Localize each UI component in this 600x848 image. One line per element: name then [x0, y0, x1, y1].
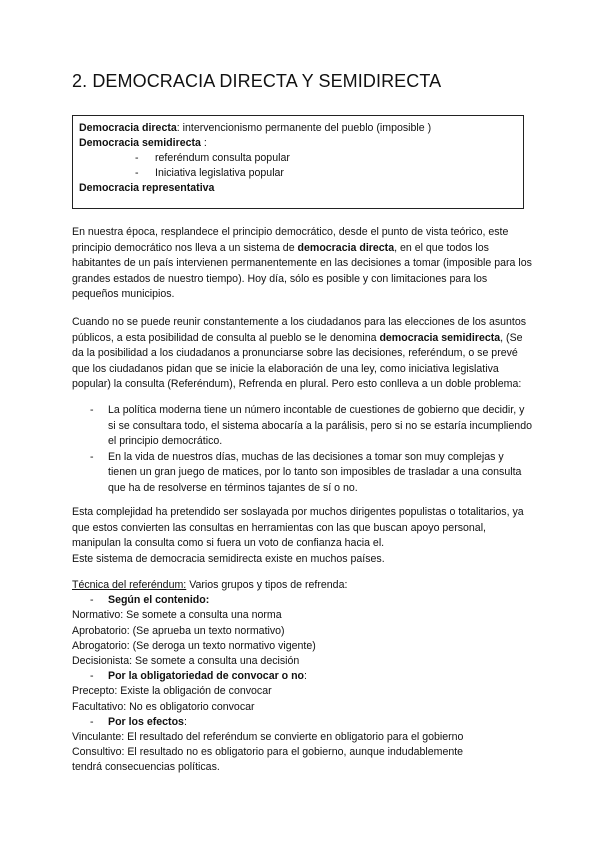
colon: : [304, 670, 307, 683]
dash-bullet: - [90, 715, 94, 728]
group-item: tendrá consecuencias políticas. [72, 761, 220, 774]
summary-box [72, 115, 524, 209]
colon-semidirecta: : [200, 137, 207, 149]
box-line-semidirecta [79, 136, 517, 151]
paragraph-text: Cuando no se puede reunir constantemente a los ciudadanos para las elecciones de los asuntos públicos, a esta posibilidad de consulta al pueblo se le denomina [72, 316, 527, 344]
box-line-directa [79, 121, 517, 136]
box-line-representativa [79, 181, 517, 196]
paragraph-text: , en el que todos los habitantes de un país intervienen permanentemente en las decisiones a tomar (imposible para los grandes estados de nuestro tiempo). Hoy día, sólo es posible y con limitaciones para los pequeños municipios. [72, 241, 532, 301]
paragraph-text: , (Se da la posibilidad a los ciudadanos a pronunciarse sobre las decisiones, referéndum, o se prevé que los ciudadanos pidan que se inicie la elaboración de una ley, como iniciativa legislativa popular) la consulta (Referéndum), Refrenda en plural. Pero esto conlleva a un doble problema: [72, 331, 523, 391]
problem-list [72, 403, 532, 497]
colon: : [183, 715, 187, 728]
list-item-text: La política moderna tiene un número incontable de cuestiones de gobierno que decidir, y si se consultara todo, el sistema abocaría a la parálisis, pero si no se estaría incumpliendo el principio democrático. [108, 404, 532, 448]
dash-bullet: - [135, 167, 139, 179]
dash-bullet: - [135, 152, 139, 164]
subitem-iniciativa: Iniciativa legislativa popular [155, 167, 284, 179]
group-item: Abrogatorio: (Se deroga un texto normativo vigente) [72, 639, 316, 652]
box-subitem [79, 151, 517, 166]
group-item: Consultivo: El resultado no es obligatorio para el gobierno, aunque indudablemente [72, 746, 464, 759]
paragraph-3 [72, 505, 532, 567]
group-item: Aprobatorio: (Se aprueba un texto normativo) [72, 624, 285, 637]
dash-bullet: - [90, 450, 94, 463]
group-item: Decisionista: Se somete a consulta una decisión [72, 655, 300, 668]
tecnica-section [72, 578, 542, 776]
group-heading [72, 593, 542, 608]
group-item: Facultativo: No es obligatorio convocar [72, 700, 255, 713]
group-heading [72, 715, 542, 730]
term-directa: Democracia directa [79, 122, 177, 134]
dash-bullet: - [90, 594, 94, 607]
paragraph-text: Esta complejidad ha pretendido ser soslayada por muchos dirigentes populistas o totalitarios, ya que estos convierten las consultas en herramientas con las que buscan apoyo personal, manipulan la consulta como si fuera un voto de confianza hacia el. [72, 506, 524, 550]
group-heading-text: Por los efectos [108, 715, 184, 728]
tecnica-intro [72, 578, 542, 593]
paragraph-text: Este sistema de democracia semidirecta existe en muchos países. [72, 552, 385, 565]
list-item [72, 450, 532, 497]
bold-term: democracia semidirecta [379, 331, 501, 344]
group-heading [72, 669, 542, 684]
group-heading-text: Según el contenido: [108, 594, 210, 607]
tecnica-label: Técnica del referéndum: [72, 579, 187, 591]
term-representativa: Democracia representativa [79, 182, 215, 194]
definition-directa: : intervencionismo permanente del pueblo (imposible ) [176, 122, 432, 134]
group-heading-text: Por la obligatoriedad de convocar o no [108, 670, 305, 683]
list-item [72, 403, 532, 450]
bold-term: democracia directa [297, 241, 395, 254]
group-item: Normativo: Se somete a consulta una norma [72, 609, 282, 622]
dash-bullet: - [90, 670, 94, 683]
paragraph-2 [72, 315, 532, 393]
paragraph-text: En nuestra época, resplandece el principio democrático, desde el punto de vista teórico, este principio democrático nos lleva a un sistema de [72, 226, 509, 254]
box-subitem [79, 166, 517, 181]
tecnica-rest: Varios grupos y tipos de refrenda: [186, 579, 348, 591]
group-item: Precepto: Existe la obligación de convocar [72, 685, 272, 698]
list-item-text: En la vida de nuestros días, muchas de las decisiones a tomar son muy complejas y tienen un gran juego de matices, por lo tanto son imposibles de trasladar a una consulta que ha de resolverse en términos tajantes de sí o no. [108, 450, 522, 494]
dash-bullet: - [90, 404, 94, 416]
paragraph-1 [72, 225, 532, 303]
term-semidirecta: Democracia semidirecta [79, 137, 201, 149]
section-title: 2. DEMOCRACIA DIRECTA Y SEMIDIRECTA [72, 71, 442, 91]
subitem-referendum: referéndum consulta popular [155, 152, 290, 164]
group-item: Vinculante: El resultado del referéndum se convierte en obligatorio para el gobierno [72, 731, 464, 744]
